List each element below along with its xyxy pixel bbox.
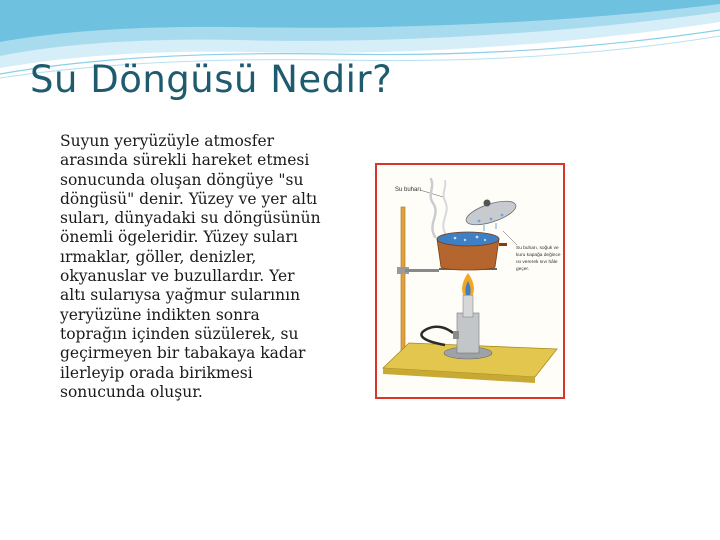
caption-line: kuru kapağa değince — [516, 253, 561, 258]
body-paragraph: Suyun yeryüzüyle atmosfer arasında sürekli hareket etmesi sonucunda oluşan döngüye "su döngüsü" denir. Yüzey ve yer altı suları, dünyadaki su döngüsünün önemli ögeleridir. Yüzey suları ırmaklar, göller, denizler, okyanuslar ve buzullardır. Yer altı sularıysa yağmur sularının yeryüzüne indikten sonra toprağın içinden süzülerek, su geçirmeyen bir tabakaya kadar ilerleyip orada birikmesi sonucunda oluşur. — [60, 132, 321, 401]
experiment-drawing — [375, 163, 565, 399]
burner-body — [457, 313, 479, 353]
water-bubble — [454, 237, 457, 240]
condensation-drop — [478, 220, 481, 223]
water-bubble — [484, 239, 486, 241]
slide-title: Su Döngüsü Nedir? — [30, 58, 393, 101]
stand-arm — [405, 269, 439, 272]
burner-valve — [453, 331, 459, 339]
caption-line: Su buharı, soğuk ve — [516, 246, 559, 251]
condensation-drop — [501, 214, 504, 217]
condensation-drop — [490, 218, 493, 221]
caption-line: geçer. — [516, 267, 530, 272]
caption-line: ısı vererek sıvı hâle — [516, 260, 558, 265]
steam-label: Su buharı — [395, 187, 422, 193]
experiment-illustration — [375, 163, 565, 399]
burner-tube — [463, 295, 473, 317]
stand-pole — [401, 207, 405, 359]
water-bubble — [464, 239, 466, 241]
water-bubble — [476, 236, 479, 239]
lid-knob — [484, 200, 491, 207]
water-surface — [437, 232, 499, 246]
pot-handle — [499, 243, 507, 246]
